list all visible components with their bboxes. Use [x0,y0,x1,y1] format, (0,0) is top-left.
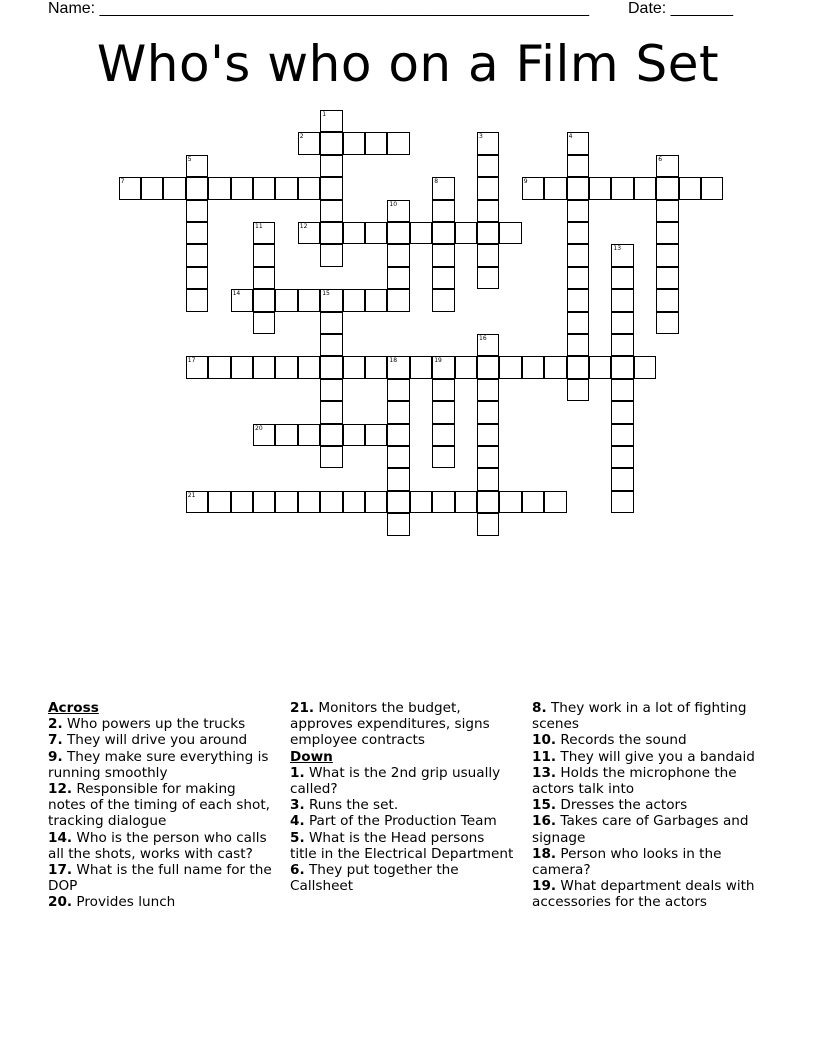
grid-cell[interactable] [320,132,342,154]
grid-cell[interactable] [410,356,432,378]
grid-cell[interactable] [656,289,678,311]
grid-cell[interactable] [387,132,409,154]
grid-cell[interactable] [477,200,499,222]
clue-item-number: 13. [532,764,557,781]
grid-cell[interactable] [432,222,454,244]
grid-cell[interactable] [455,356,477,378]
grid-cell[interactable] [410,222,432,244]
clue-number: 10 [389,200,398,208]
grid-cell[interactable] [679,177,701,199]
grid-cell[interactable] [231,177,253,199]
clue-item-number: 2. [48,716,63,733]
clue-item [290,862,515,894]
grid-cell[interactable] [186,491,208,513]
grid-cell[interactable] [432,356,454,378]
clue-number: 3 [479,133,483,141]
grid-cell[interactable] [343,424,365,446]
grid-cell[interactable] [298,424,320,446]
grid-cell[interactable] [432,424,454,446]
grid-cell[interactable] [208,491,230,513]
grid-cell[interactable] [365,132,387,154]
grid-cell[interactable] [208,177,230,199]
grid-cell[interactable] [567,356,589,378]
clue-item [48,781,273,830]
clue-number: 16 [479,335,487,342]
grid-cell[interactable] [611,446,633,468]
clue-item-number: 14. [48,829,73,846]
grid-cell[interactable] [656,267,678,289]
clue-item-text: They make sure everything is running smoothly [48,748,269,781]
grid-cell[interactable] [477,491,499,513]
grid-cell[interactable] [253,356,275,378]
clue-item-text: Who powers up the trucks [62,716,246,733]
clue-item-number: 3. [290,797,305,814]
clue-item-text: What is the Head persons title in the Electrical Department [290,829,514,862]
grid-cell[interactable] [387,289,409,311]
grid-cell[interactable] [477,468,499,490]
grid-cell[interactable] [186,289,208,311]
grid-cell[interactable] [567,379,589,401]
grid-cell[interactable] [387,424,409,446]
clue-item-text: What is the full name for the DOP [48,862,272,895]
grid-cell[interactable] [656,155,678,177]
grid-cell[interactable] [119,177,141,199]
grid-cell[interactable] [477,244,499,266]
clue-item [532,878,768,910]
grid-cell[interactable] [477,356,499,378]
grid-cell[interactable] [320,244,342,266]
clue-item [48,732,273,748]
grid-cell[interactable] [141,177,163,199]
clue-number: 19 [434,357,442,365]
grid-cell[interactable] [544,356,566,378]
clue-number: 14 [232,290,241,298]
grid-cell[interactable] [611,424,633,446]
grid-cell[interactable] [432,289,454,311]
grid-cell[interactable] [387,200,409,222]
grid-cell[interactable] [656,222,678,244]
clue-item [290,765,515,797]
clue-item-number: 17. [48,862,73,879]
clue-number: 9 [523,178,528,186]
grid-cell[interactable] [298,491,320,513]
grid-cell[interactable] [320,155,342,177]
clue-number: 18 [389,357,398,365]
grid-cell[interactable] [253,312,275,334]
grid-cell[interactable] [522,177,544,199]
date-line[interactable]: _______ [670,0,733,17]
section-heading: Across [48,700,99,716]
grid-cell[interactable] [477,155,499,177]
grid-cell[interactable] [387,267,409,289]
clue-item [532,700,768,732]
grid-cell[interactable] [320,379,342,401]
clue-item [290,830,515,862]
grid-cell[interactable] [544,177,566,199]
grid-cell[interactable] [387,491,409,513]
grid-cell[interactable] [320,289,342,311]
grid-cell[interactable] [320,424,342,446]
grid-cell[interactable] [432,379,454,401]
grid-cell[interactable] [298,222,320,244]
grid-cell[interactable] [656,244,678,266]
grid-cell[interactable] [701,177,723,199]
grid-cell[interactable] [186,267,208,289]
clue-item [290,797,515,813]
clue-item-text: What department deals with accessories for the actors [532,878,755,911]
grid-cell[interactable] [275,491,297,513]
clue-number: 17 [187,357,196,365]
grid-cell[interactable] [253,267,275,289]
name-label: Name: [48,0,96,17]
grid-cell[interactable] [522,356,544,378]
grid-cell[interactable] [477,446,499,468]
clue-item [532,765,768,797]
clue-number: 2 [299,133,304,141]
grid-cell[interactable] [231,491,253,513]
clues-column-3 [532,700,768,911]
grid-cell[interactable] [253,491,275,513]
grid-cell[interactable] [343,289,365,311]
clues-column-1 [48,700,273,911]
clue-item-number: 5. [290,829,305,846]
grid-cell[interactable] [275,356,297,378]
clue-item-number: 19. [532,878,557,895]
clue-item-text: They will give you a bandaid [556,748,755,765]
grid-cell[interactable] [432,491,454,513]
clue-item [48,716,273,732]
grid-cell[interactable] [611,289,633,311]
grid-cell[interactable] [432,244,454,266]
grid-cell[interactable] [477,222,499,244]
grid-cell[interactable] [365,222,387,244]
grid-cell[interactable] [186,200,208,222]
grid-cell[interactable] [186,244,208,266]
grid-cell[interactable] [656,177,678,199]
clue-item-text: They work in a lot of fighting scenes [532,700,747,733]
grid-cell[interactable] [253,289,275,311]
grid-cell[interactable] [589,356,611,378]
clue-item-number: 6. [290,862,305,879]
grid-cell[interactable] [432,267,454,289]
grid-cell[interactable] [634,356,656,378]
clue-item-text: They will drive you around [62,732,248,749]
grid-cell[interactable] [499,222,521,244]
grid-cell[interactable] [410,491,432,513]
grid-cell[interactable] [387,446,409,468]
clue-item [532,846,768,878]
clue-item-text: Records the sound [556,732,687,749]
grid-cell[interactable] [387,513,409,535]
grid-cell[interactable] [611,356,633,378]
grid-cell[interactable] [432,200,454,222]
clue-item-number: 20. [48,894,73,911]
grid-cell[interactable] [320,334,342,356]
grid-cell[interactable] [477,267,499,289]
grid-cell[interactable] [522,491,544,513]
grid-cell[interactable] [611,491,633,513]
grid-cell[interactable] [477,177,499,199]
grid-cell[interactable] [186,222,208,244]
grid-cell[interactable] [231,356,253,378]
grid-cell[interactable] [186,155,208,177]
clue-item [290,813,515,829]
grid-cell[interactable] [320,110,342,132]
clue-item-text: Responsible for making notes of the timing of each shot, tracking dialogue [48,781,270,830]
grid-cell[interactable] [343,491,365,513]
grid-cell[interactable] [567,132,589,154]
clues-column-2 [290,700,515,894]
grid-cell[interactable] [544,491,566,513]
clue-item-number: 12. [48,781,73,798]
clue-number: 12 [299,223,308,230]
grid-cell[interactable] [298,132,320,154]
clue-item [532,797,768,813]
clue-item-text: Part of the Production Team [304,813,497,830]
grid-cell[interactable] [298,289,320,311]
grid-cell[interactable] [365,491,387,513]
grid-cell[interactable] [611,334,633,356]
grid-cell[interactable] [320,222,342,244]
clue-item-text: Holds the microphone the actors talk into [532,764,737,798]
clue-number: 1 [322,111,327,118]
grid-cell[interactable] [455,491,477,513]
clue-item-text: What is the 2nd grip usually called? [290,764,501,798]
grid-cell[interactable] [656,312,678,334]
grid-cell[interactable] [499,491,521,513]
clue-number: 4 [568,133,573,141]
grid-cell[interactable] [253,177,275,199]
section-heading: Down [290,748,333,765]
grid-cell[interactable] [387,244,409,266]
grid-cell[interactable] [432,401,454,423]
grid-cell[interactable] [387,401,409,423]
clue-item [532,732,768,748]
clue-number: 8 [434,178,439,186]
clue-item-number: 21. [290,700,315,716]
grid-cell[interactable] [634,177,656,199]
clue-number: 6 [658,155,663,163]
grid-cell[interactable] [499,356,521,378]
grid-cell[interactable] [656,200,678,222]
grid-cell[interactable] [387,379,409,401]
grid-cell[interactable] [365,356,387,378]
clue-item-text: Dresses the actors [556,797,688,814]
date-label: Date: [628,0,667,17]
grid-cell[interactable] [611,267,633,289]
grid-cell[interactable] [343,222,365,244]
grid-cell[interactable] [611,468,633,490]
clue-item-text: Provides lunch [72,894,176,911]
grid-cell[interactable] [387,356,409,378]
grid-cell[interactable] [320,312,342,334]
grid-cell[interactable] [320,491,342,513]
clue-item-text: They put together the Callsheet [290,862,459,895]
grid-cell[interactable] [208,356,230,378]
clue-item-number: 10. [532,732,557,749]
grid-cell[interactable] [320,200,342,222]
clue-item-number: 18. [532,845,557,862]
page-title: Who's who on a Film Set [96,35,720,93]
grid-cell[interactable] [320,356,342,378]
grid-cell[interactable] [455,222,477,244]
clue-number: 7 [120,178,125,186]
grid-cell[interactable] [611,312,633,334]
clue-item [532,749,768,765]
grid-cell[interactable] [320,401,342,423]
clue-number: 5 [187,155,192,163]
grid-cell[interactable] [589,177,611,199]
clue-number: 20 [255,424,263,432]
clue-item-text: Who is the person who calls all the shots, works with cast? [48,829,267,862]
grid-cell[interactable] [163,177,185,199]
grid-cell[interactable] [320,446,342,468]
grid-cell[interactable] [567,155,589,177]
clue-item-number: 4. [290,813,305,830]
grid-cell[interactable] [567,222,589,244]
grid-cell[interactable] [298,177,320,199]
grid-cell[interactable] [477,379,499,401]
clue-item-text: Person who looks in the camera? [532,845,722,879]
grid-cell[interactable] [611,177,633,199]
grid-cell[interactable] [253,222,275,244]
name-line[interactable]: _______________________________________________________ [99,0,589,17]
clue-item-text: Runs the set. [304,797,399,814]
clue-item-number: 1. [290,764,305,781]
grid-cell[interactable] [186,177,208,199]
clue-item [48,894,273,910]
grid-cell[interactable] [387,468,409,490]
grid-cell[interactable] [365,424,387,446]
grid-cell[interactable] [432,446,454,468]
grid-cell[interactable] [275,289,297,311]
grid-cell[interactable] [567,334,589,356]
clue-number: 21 [187,491,196,499]
grid-cell[interactable] [343,356,365,378]
clue-number: 13 [613,245,622,253]
grid-cell[interactable] [477,513,499,535]
grid-cell[interactable] [611,401,633,423]
clue-item-number: 7. [48,732,63,749]
grid-cell[interactable] [477,401,499,423]
grid-cell[interactable] [477,424,499,446]
grid-cell[interactable] [275,177,297,199]
grid-cell[interactable] [567,289,589,311]
clue-item-number: 15. [532,797,557,814]
grid-cell[interactable] [365,289,387,311]
clue-item [290,700,515,749]
clue-number: 11 [255,223,263,230]
clue-number: 15 [322,290,330,298]
grid-cell[interactable] [567,244,589,266]
clue-item-number: 11. [532,748,557,765]
grid-cell[interactable] [611,379,633,401]
clue-item-text: Takes care of Garbages and signage [532,813,749,846]
grid-cell[interactable] [567,312,589,334]
grid-cell[interactable] [477,132,499,154]
grid-cell[interactable] [253,244,275,266]
clue-item-number: 16. [532,813,557,830]
grid-cell[interactable] [387,222,409,244]
grid-cell[interactable] [275,424,297,446]
clue-item-number: 8. [532,700,547,716]
clue-item-text: Monitors the budget, approves expenditures, signs employee contracts [290,700,490,749]
grid-cell[interactable] [432,177,454,199]
clue-item [48,749,273,781]
grid-cell[interactable] [298,356,320,378]
grid-cell[interactable] [477,334,499,356]
grid-cell[interactable] [253,424,275,446]
grid-cell[interactable] [611,244,633,266]
grid-cell[interactable] [343,132,365,154]
grid-cell[interactable] [567,177,589,199]
grid-cell[interactable] [320,177,342,199]
grid-cell[interactable] [231,289,253,311]
grid-cell[interactable] [567,267,589,289]
grid-cell[interactable] [567,200,589,222]
grid-cell[interactable] [186,356,208,378]
clue-item [48,830,273,862]
clue-item-number: 9. [48,748,63,765]
clue-item [532,813,768,845]
clue-item [48,862,273,894]
